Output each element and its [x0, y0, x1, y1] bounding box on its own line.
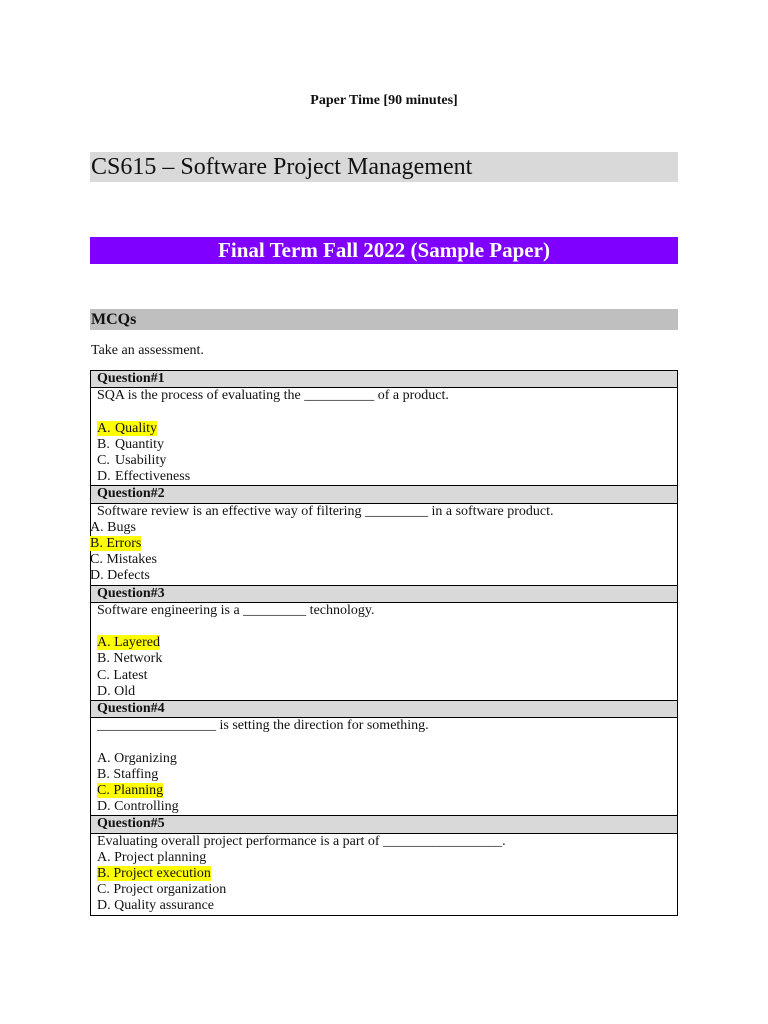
question-label: Question#2 — [91, 486, 677, 503]
option-text: Quantity — [115, 436, 164, 452]
question-label: Question#4 — [91, 701, 677, 718]
option-d — [90, 568, 677, 584]
paper-time: Paper Time [90 minutes] — [310, 93, 458, 108]
option-a — [91, 421, 677, 437]
option-a — [91, 751, 677, 767]
option-b — [90, 536, 677, 552]
option-b — [91, 866, 677, 882]
option-c — [91, 453, 677, 469]
option-d — [91, 469, 677, 485]
option-text: C. Latest — [97, 667, 148, 683]
option-letter: A. — [97, 420, 111, 436]
option-text: D. Defects — [90, 568, 150, 584]
option-letter: B. — [97, 436, 110, 452]
option-b — [91, 437, 677, 453]
question-body — [91, 718, 677, 816]
option-text: C. Planning — [97, 783, 164, 799]
option-text: C. Project organization — [97, 882, 227, 898]
term-banner: Final Term Fall 2022 (Sample Paper) — [90, 237, 678, 264]
question-text: Evaluating overall project performance is a part of _________________. — [97, 833, 506, 849]
option-a — [90, 520, 677, 536]
option-c — [91, 668, 677, 684]
option-text: Effectiveness — [115, 469, 191, 485]
question-body — [91, 504, 677, 586]
question-body — [91, 834, 677, 915]
option-d — [91, 684, 677, 700]
option-a — [91, 635, 677, 651]
option-text: Quality — [115, 420, 157, 436]
option-b — [91, 651, 677, 667]
option-c — [90, 552, 677, 568]
question-text: Software review is an effective way of filtering _________ in a software product. — [97, 503, 554, 519]
option-letter: D. — [97, 469, 111, 485]
option-text: B. Errors — [90, 536, 142, 552]
option-text: C. Mistakes — [90, 552, 157, 568]
option-text: A. Bugs — [90, 519, 136, 535]
option-text: Usability — [115, 453, 167, 468]
option-text: A. Layered — [97, 635, 160, 651]
question-text: Software engineering is a _________ technology. — [97, 602, 375, 618]
option-text: A. Project planning — [97, 849, 207, 865]
option-a — [91, 850, 677, 866]
question-text: SQA is the process of evaluating the __________ of a product. — [97, 388, 449, 404]
intro-text: Take an assessment. — [91, 343, 204, 358]
question-label: Question#3 — [91, 586, 677, 603]
option-text: B. Project execution — [97, 866, 211, 882]
option-text: D. Quality assurance — [97, 898, 215, 914]
option-d — [91, 799, 677, 815]
question-text: _________________ is setting the direction for something. — [97, 718, 429, 734]
questions-table — [90, 370, 678, 916]
option-d — [91, 898, 677, 914]
section-heading: MCQs — [90, 309, 678, 330]
option-text: B. Staffing — [97, 766, 159, 782]
option-letter: C. — [97, 453, 110, 468]
option-c — [91, 882, 677, 898]
question-body — [91, 388, 677, 486]
option-b — [91, 767, 677, 783]
course-title: CS615 – Software Project Management — [90, 152, 678, 182]
option-text: D. Old — [97, 683, 136, 699]
option-text: D. Controlling — [97, 799, 179, 815]
option-c — [91, 783, 677, 799]
option-text: B. Network — [97, 651, 163, 667]
option-text: A. Organizing — [97, 750, 177, 766]
question-label: Question#1 — [91, 371, 677, 388]
question-body — [91, 603, 677, 701]
question-label: Question#5 — [91, 816, 677, 833]
